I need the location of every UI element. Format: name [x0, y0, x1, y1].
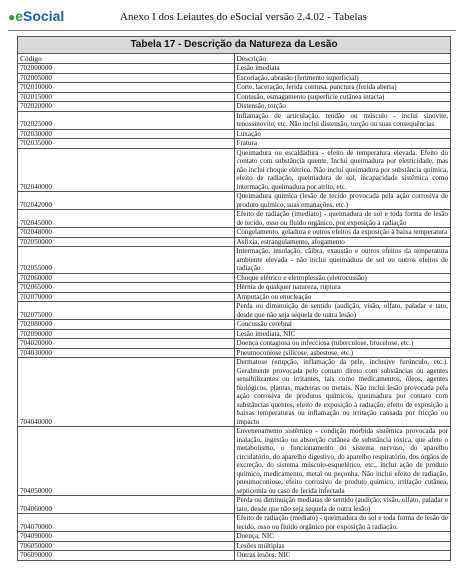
row-code: 704060000: [18, 496, 235, 514]
row-description: Efeito de radiação (imediato) - queimadura de sol e toda forma de lesão de tecido, osso ou fluido orgânico, por exposição à radiação: [234, 210, 451, 228]
table-row: [18, 551, 451, 561]
row-code: 704090000: [18, 532, 235, 542]
table-row: [18, 192, 451, 210]
row-code: 706050000: [18, 541, 235, 551]
row-description: Doença, NIC: [234, 532, 451, 542]
row-description: Lesões múltiplas: [234, 541, 451, 551]
row-description: Escoriação, abrasão (ferimento superficial): [234, 73, 451, 83]
table-row: [18, 102, 451, 112]
row-description: Envenenamento sistêmico - condição mórbida sistêmica provocada por inalação, ingestão ou absorção cutânea de substância tóxica, que afete o metabolismo, o funcionamento do sistema nervoso, do aparelho circulatório, do aparelho digestivo, do aparelho respiratório, dos órgãos de excreção, do sistema músculo-esquelético, etc., inclui ação de produto químico, medicamento, metal ou peçonha. Não inclui efeito de radiação, pneumoconiose, efeito corrosivo de produto químico, irritação cutânea, septicemia ou caso de ferida infectada: [234, 427, 451, 496]
page-header: [0, 0, 463, 30]
table-header-row: [18, 54, 451, 64]
table-row: [18, 273, 451, 283]
row-description: Hérnia de qualquer natureza, ruptura: [234, 283, 451, 293]
row-code: 702050000: [18, 237, 235, 247]
table-row: [18, 496, 451, 514]
row-code: 702090000: [18, 329, 235, 339]
row-code: 702060000: [18, 273, 235, 283]
row-code: 702065000: [18, 283, 235, 293]
row-code: 704070000: [18, 514, 235, 532]
row-description: Congelamento, geladura e outros efeitos da exposição à baixa temperatura: [234, 228, 451, 238]
row-code: 704050000: [18, 427, 235, 496]
row-description: Concussão cerebral: [234, 320, 451, 330]
table-row: [18, 129, 451, 139]
header-divider: [8, 30, 456, 31]
row-code: 702048000: [18, 228, 235, 238]
row-code: 702055000: [18, 247, 235, 274]
row-description: Corte, laceração, ferida contusa, punctura (ferida aberta): [234, 83, 451, 93]
row-description: Distensão, torção: [234, 102, 451, 112]
row-description: Outras lesões, NIC: [234, 551, 451, 561]
row-description: Choque elétrico e eletroplessão (eletrocussão): [234, 273, 451, 283]
row-description: Amputação ou enucleação: [234, 292, 451, 302]
row-code: 702070000: [18, 292, 235, 302]
table-row: [18, 247, 451, 274]
table-title-row: [18, 37, 451, 54]
row-code: 704040000: [18, 358, 235, 427]
row-description: Inflamação de articulação, tendão ou músculo - inclui sinovite, tenossinovite, etc. Não inclui distensão, torção ou suas consequências: [234, 111, 451, 129]
row-code: 702030000: [18, 129, 235, 139]
table-row: [18, 541, 451, 551]
table-row: [18, 348, 451, 358]
table-row: [18, 92, 451, 102]
row-description: Intermação, insolação, cãibra, exaustão e outros efeitos da temperatura ambiente elevada - não inclui queimadura de sol ou outros efeitos de radiação: [234, 247, 451, 274]
row-description: Perda ou diminuição mediatas de sentido (audição, visão, olfato, paladar e tato, desde que não seja sequela de outra lesão): [234, 496, 451, 514]
table-row: [18, 339, 451, 349]
row-description: Luxação: [234, 129, 451, 139]
table-row: [18, 73, 451, 83]
row-description: Pneumoconiose (silicose, asbestose, etc.): [234, 348, 451, 358]
row-code: 702015000: [18, 92, 235, 102]
row-description: Dermatose (erupção, inflamação da pele, inclusive furúnculo, etc.). Geralmente provocada pelo contato direto com substâncias ou agentes sensibilizantes ou irritantes, tais como medicamentos, óleos, agentes biológicos, plantas, madeiras ou metais. Não inclui lesão provocada pela ação corrosiva de produtos químicos, queimadura por contato com substâncias quentes, efeito de exposição à radiação, efeito de exposição a baixas temperaturas ou inflamação ou irritação causada por fricção ou impacto: [234, 358, 451, 427]
row-code: 704030000: [18, 348, 235, 358]
table-row: [18, 292, 451, 302]
row-code: 702075000: [18, 302, 235, 320]
row-description: Queimadura química (lesão de tecido provocada pela ação corrosiva de produto químico, suas emanações, etc.): [234, 192, 451, 210]
table-row: [18, 283, 451, 293]
row-description: Lesão imediata, NIC: [234, 329, 451, 339]
table-row: [18, 237, 451, 247]
table-row: [18, 427, 451, 496]
row-description: Lesão imediata: [234, 64, 451, 74]
table-row: [18, 139, 451, 149]
row-code: 702000000: [18, 64, 235, 74]
table-row: [18, 329, 451, 339]
table-row: [18, 320, 451, 330]
row-description: Asfixia, estrangulamento, afogamento: [234, 237, 451, 247]
table-row: [18, 228, 451, 238]
row-description: Fratura: [234, 139, 451, 149]
row-code: 702040000: [18, 148, 235, 192]
row-code: 702042000: [18, 192, 235, 210]
table-row: [18, 64, 451, 74]
table-row: [18, 302, 451, 320]
row-code: 702035000: [18, 139, 235, 149]
column-header-description: Descrição: [234, 54, 451, 64]
table-row: [18, 83, 451, 93]
row-code: 702045000: [18, 210, 235, 228]
row-code: 704020000: [18, 339, 235, 349]
table-row: [18, 514, 451, 532]
document-title: Anexo I dos Leiautes do eSocial versão 2.4.02 - Tabelas: [120, 11, 367, 23]
row-code: 702005000: [18, 73, 235, 83]
esocial-logo: ●eSocial: [8, 8, 65, 24]
table-row: [18, 111, 451, 129]
table-row: [18, 210, 451, 228]
table-row: [18, 532, 451, 542]
table-row: [18, 358, 451, 427]
row-description: Efeito de radiação (mediato) - queimadura do sol e toda forma de lesão de tecido, osso ou fluido orgânico por exposição à radiação.: [234, 514, 451, 532]
row-description: Contusão, esmagamento (superfície cutânea intacta): [234, 92, 451, 102]
row-description: Perda ou diminuição de sentido (audição, visão, olfato, paladar e tato, desde que não seja sequela de outra lesão): [234, 302, 451, 320]
row-code: 702025000: [18, 111, 235, 129]
row-description: Queimadura ou escaldadura - efeito de temperatura elevada. Efeito do contato com substância quente. Inclui queimadura por eletricidade, mas não inclui choque elétrico. Não inclui queimadura por substância química, efeito de radiação, queimadura de sol, incapacidade sistêmica como intermação, queimadura por atrito, etc.: [234, 148, 451, 192]
row-description: Doença contagiosa ou infecciosa (tuberculose, brucelose, etc.): [234, 339, 451, 349]
row-code: 702080000: [18, 320, 235, 330]
table-title: Tabela 17 - Descrição da Natureza da Lesão: [18, 37, 451, 54]
table-row: [18, 148, 451, 192]
row-code: 702020000: [18, 102, 235, 112]
row-code: 706090000: [18, 551, 235, 561]
lesion-nature-table: [17, 36, 451, 561]
column-header-code: Código: [18, 54, 235, 64]
row-code: 702010000: [18, 83, 235, 93]
